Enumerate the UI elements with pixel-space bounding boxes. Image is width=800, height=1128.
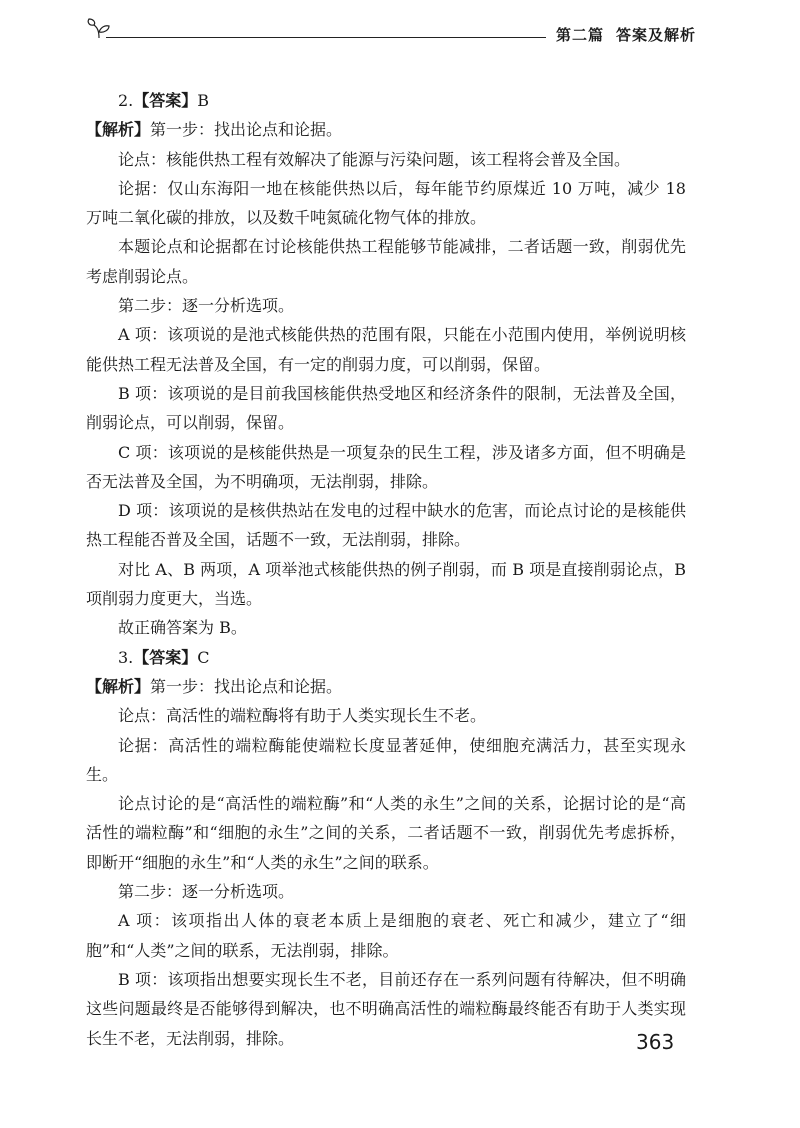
q2-number: 2.	[118, 91, 134, 110]
q2-option-b: B 项：该项说的是目前我国核能供热受地区和经济条件的限制，无法普及全国，削弱论点，可以削弱，保留。	[86, 383, 686, 433]
q2-summary: 本题论点和论据都在讨论核能供热工程能够节能减排，二者话题一致，削弱优先考虑削弱论点。	[86, 237, 686, 286]
q3-option-a: A 项：该项指出人体的衰老本质上是细胞的衰老、死亡和减少，建立了“细胞”和“人类”之间的联系，无法削弱，排除。	[86, 911, 686, 960]
q3-analysis-label: 【解析】	[86, 676, 151, 696]
q2-option-a: A 项：该项说的是池式核能供热的范围有限，只能在小范围内使用，举例说明核能供热工程无法普及全国，有一定的削弱力度，可以削弱，保留。	[86, 325, 686, 374]
q2-evidence-label: 论据：	[118, 178, 168, 198]
q2-step1	[86, 115, 686, 144]
running-head	[556, 24, 696, 45]
q3-step2: 第二步：逐一分析选项。	[118, 882, 295, 902]
q3-answer	[86, 643, 686, 672]
q2-compare: 对比 A、B 两项，A 项举池式核能供热的例子削弱，而 B 项是直接削弱论点，B 项削弱力度更大，当选。	[86, 559, 686, 609]
q3-answer-value: C	[197, 647, 210, 667]
q3-step1	[86, 672, 686, 701]
q2-analysis-label: 【解析】	[86, 120, 151, 140]
running-head-part: 第二篇	[556, 26, 605, 44]
q3-claim	[86, 701, 686, 730]
running-head-section: 答案及解析	[616, 26, 697, 44]
page-body	[86, 86, 686, 1053]
q2-option-c: C 项：该项说的是核能供热是一项复杂的民生工程，涉及诸多方面，但不明确是否无法普及全国，为不明确项，无法削弱，排除。	[86, 442, 686, 491]
q3-evidence-text: 高活性的端粒酶能使端粒长度显著延伸，使细胞充满活力，甚至实现永生。	[86, 735, 686, 784]
page-header	[0, 0, 800, 60]
q2-step1-text: 第一步：找出论点和论据。	[150, 120, 343, 140]
q3-evidence	[86, 731, 686, 790]
q3-option-b: B 项：该项指出想要实现长生不老，目前还存在一系列问题有待解决，但不明确这些问题最终是否能够得到解决，也不明确高活性的端粒酶最终能否有助于人类实现长生不老，无法削弱，排除。	[86, 969, 686, 1048]
q2-answer-value: B	[197, 91, 210, 110]
q2-option-d: D 项：该项说的是核供热站在发电的过程中缺水的危害，而论点讨论的是核能供热工程能否普及全国，话题不一致，无法削弱，排除。	[86, 501, 686, 550]
q3-answer-label: 【答案】	[133, 647, 198, 667]
q2-evidence	[86, 174, 686, 233]
q2-claim-label: 论点：	[118, 149, 167, 169]
header-rule	[106, 37, 546, 38]
q2-claim	[86, 145, 686, 174]
q2-claim-text: 核能供热工程有效解决了能源与污染问题，该工程将会普及全国。	[166, 149, 631, 169]
q3-number: 3.	[118, 647, 134, 667]
q2-answer	[86, 86, 686, 115]
q3-summary: 论点讨论的是“高活性的端粒酶”和“人类的永生”之间的关系，论据讨论的是“高活性的端粒酶”和“细胞的永生”之间的关系，二者话题不一致，削弱优先考虑拆桥，即断开“细胞的永生”和“人类的永生”之间的联系。	[86, 794, 686, 872]
page-number: 363	[636, 1030, 675, 1054]
q2-evidence-text: 仅山东海阳一地在核能供热以后，每年能节约原煤近 10 万吨，减少 18 万吨二氧化碳的排放，以及数千吨氮硫化物气体的排放。	[86, 178, 686, 228]
q2-conclusion: 故正确答案为 B。	[118, 618, 247, 638]
q3-evidence-label: 论据：	[118, 735, 169, 755]
q2-step2: 第二步：逐一分析选项。	[118, 296, 295, 316]
q2-answer-label: 【答案】	[133, 91, 198, 110]
q3-step1-text: 第一步：找出论点和论据。	[150, 676, 343, 696]
q3-claim-label: 论点：	[118, 706, 167, 726]
q3-claim-text: 高活性的端粒酶将有助于人类实现长生不老。	[166, 706, 487, 726]
